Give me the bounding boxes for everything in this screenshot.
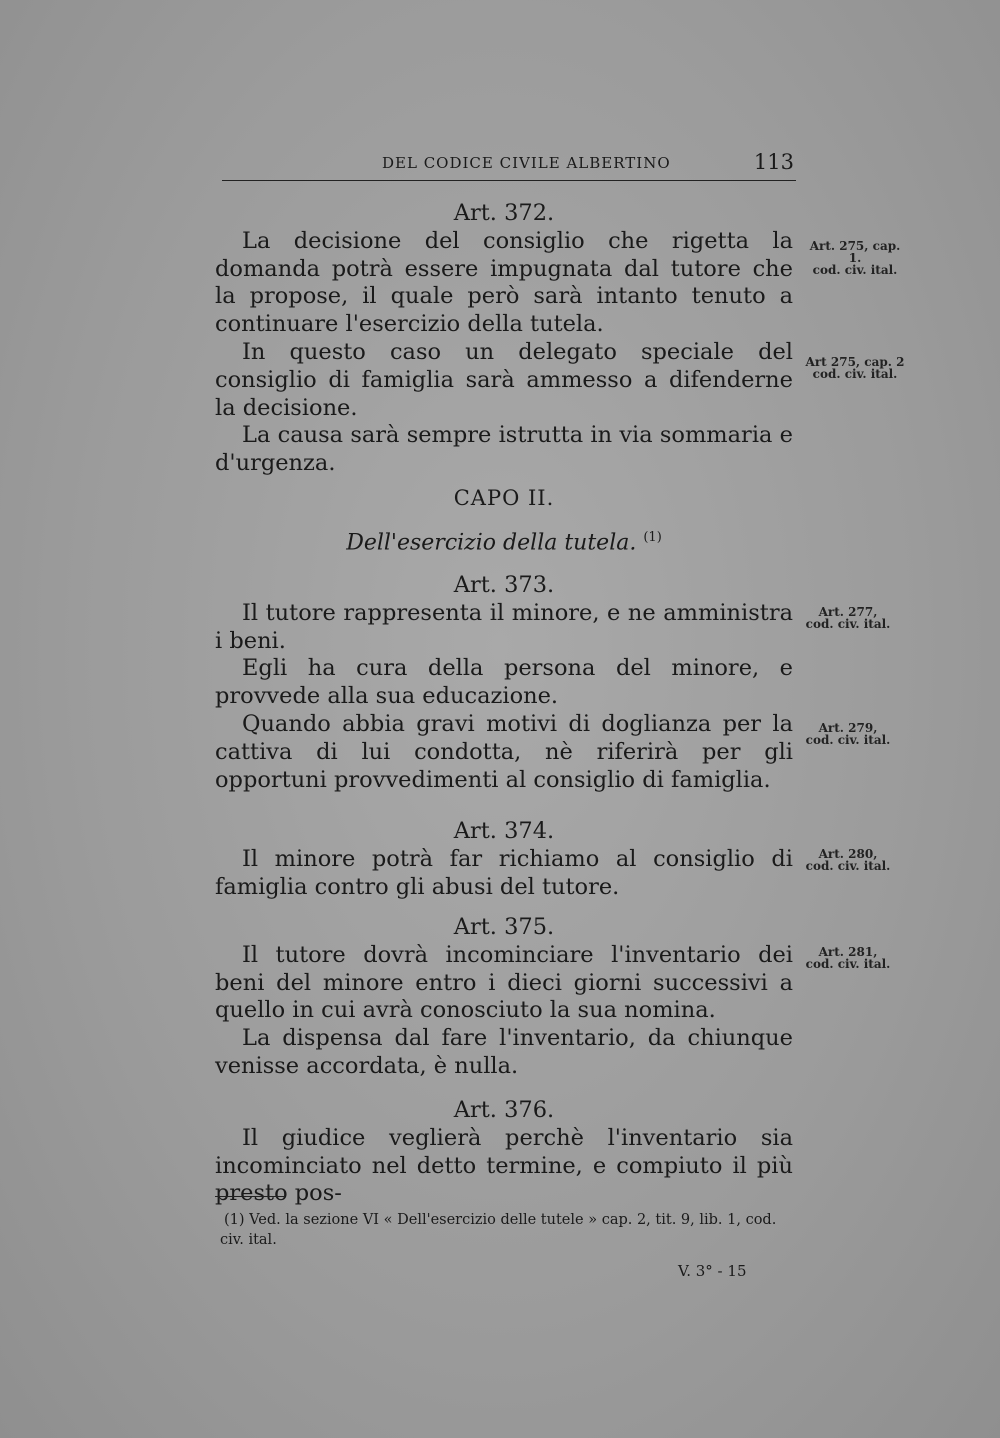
margin-note-code: cod. civ. ital.: [812, 367, 898, 381]
margin-note-article: Art. 281,: [818, 945, 878, 959]
margin-note-article: Art. 280,: [818, 847, 878, 861]
chapter-subtitle-block: [215, 524, 793, 557]
footnote-rule: [215, 1196, 285, 1197]
margin-note-article: Art. 275, cap. 1.: [809, 239, 901, 265]
article-374: [215, 818, 793, 901]
running-title: DEL CODICE CIVILE ALBERTINO: [382, 154, 671, 172]
paragraph: Egli ha cura della persona del minore, e provvede alla sua educazione.: [215, 655, 793, 710]
paragraph: Il tutore dovrà incominciare l'inventario dei beni del minore entro i dieci giorni successivi a quello in cui avrà conosciuto la sua nomina.: [215, 941, 793, 1024]
article-heading: Art. 375.: [453, 914, 555, 940]
article-heading: Art. 373.: [453, 572, 555, 598]
paragraph: La causa sarà sempre istrutta in via sommaria e d'urgenza.: [215, 422, 793, 477]
paragraph: Il tutore rappresenta il minore, e ne amministra i beni.: [215, 599, 793, 654]
margin-note-code: cod. civ. ital.: [812, 263, 898, 277]
margin-note: [798, 946, 898, 970]
footnote: (1) Ved. la sezione VI « Dell'esercizio delle tutele » cap. 2, tit. 9, lib. 1, cod. civ. ital.: [220, 1212, 777, 1248]
margin-note: [805, 240, 905, 276]
margin-note: [798, 606, 898, 630]
chapter-subtitle: [215, 524, 793, 557]
paragraph: Quando abbia gravi motivi di doglianza per la cattiva di lui condotta, nè riferirà per gli opportuni provvedimenti al consiglio di famiglia.: [215, 710, 793, 793]
margin-note-article: Art. 279,: [818, 721, 878, 735]
article-373: [215, 572, 793, 794]
chapter-subtitle-text: Dell'esercizio della tutela.: [346, 530, 637, 556]
margin-note: [798, 848, 898, 872]
margin-note-article: Art 275, cap. 2: [805, 355, 905, 369]
printer-signature: V. 3° - 15: [678, 1262, 747, 1280]
margin-note: [798, 722, 898, 746]
running-header: [222, 150, 796, 181]
margin-note-code: cod. civ. ital.: [805, 733, 891, 747]
paragraph: La dispensa dal fare l'inventario, da chiunque venisse accordata, è nulla.: [215, 1025, 793, 1079]
article-heading: Art. 376.: [453, 1097, 555, 1123]
margin-note-code: cod. civ. ital.: [805, 957, 891, 971]
article-375: [215, 914, 793, 1081]
page-number: 113: [753, 150, 794, 174]
paragraph: In questo caso un delegato speciale del consiglio di famiglia sarà ammesso a difenderne la decisione.: [215, 338, 793, 421]
article-372: [215, 200, 793, 478]
chapter-heading: [215, 485, 793, 513]
margin-note: [805, 356, 905, 380]
footnote-reference: (1): [643, 530, 662, 545]
paragraph: La decisione del consiglio che rigetta la domanda potrà essere impugnata dal tutore che la propose, il quale però sarà intanto tenuto a continuare l'esercizio della tutela.: [215, 227, 793, 338]
paragraph: Il giudice veglierà perchè l'inventario sia incominciato nel detto termine, e compiuto il più presto pos-: [215, 1124, 793, 1207]
chapter-number: CAPO II.: [453, 486, 555, 510]
paragraph: Il minore potrà far richiamo al consiglio di famiglia contro gli abusi del tutore.: [215, 845, 793, 900]
margin-note-code: cod. civ. ital.: [805, 859, 891, 873]
article-heading: Art. 374.: [453, 818, 555, 844]
article-376: [215, 1097, 793, 1208]
article-heading: Art. 372.: [453, 200, 555, 226]
margin-note-article: Art. 277,: [818, 605, 878, 619]
margin-note-code: cod. civ. ital.: [805, 617, 891, 631]
